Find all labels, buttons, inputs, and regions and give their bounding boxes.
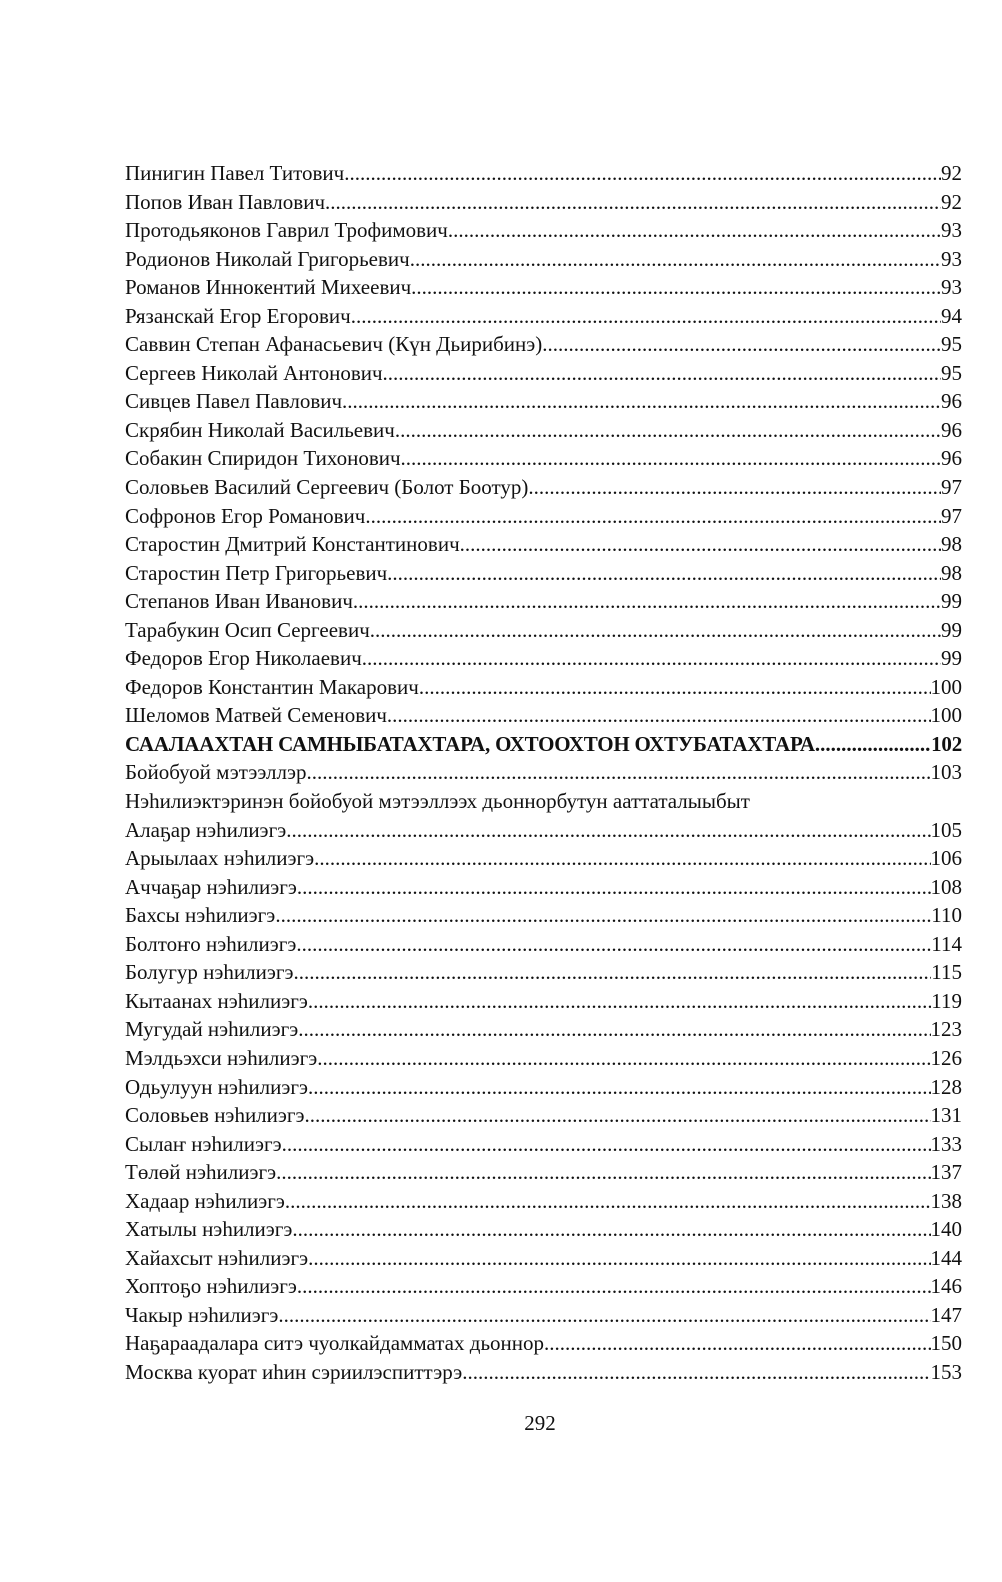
toc-entry <box>125 1073 962 1102</box>
entry-page-number: 96 <box>941 446 962 471</box>
toc-section-heading <box>125 730 962 759</box>
dot-leader <box>387 701 931 730</box>
toc-entry <box>125 216 962 245</box>
entry-page-number: 153 <box>930 1359 962 1384</box>
dot-leader <box>314 844 930 873</box>
entry-page-number: 131 <box>930 1103 962 1128</box>
toc-entry <box>125 1301 962 1330</box>
entry-title: Старостин Дмитрий Константинович <box>125 532 460 557</box>
toc-entry <box>125 701 962 730</box>
entry-title: Алаҕар нэһилиэгэ <box>125 817 287 842</box>
entry-title: Сылаҥ нэһилиэгэ <box>125 1131 282 1156</box>
toc-entry <box>125 1358 962 1387</box>
toc-entry <box>125 188 962 217</box>
entry-title: Одьулуун нэһилиэгэ <box>125 1074 309 1099</box>
entry-title: Болугур нэһилиэгэ <box>125 960 294 985</box>
entry-page-number: 96 <box>941 417 962 442</box>
dot-leader <box>296 930 931 959</box>
toc-entry <box>125 1158 962 1187</box>
dot-leader <box>282 1130 931 1159</box>
toc-entry <box>125 1215 962 1244</box>
entry-title: Хоптоҕо нэһилиэгэ <box>125 1274 297 1299</box>
dot-leader <box>297 873 931 902</box>
entry-title: Рязанскай Егор Егорович <box>125 303 351 328</box>
entry-title: Собакин Спиридон Тихонович <box>125 446 401 471</box>
dot-leader <box>410 245 941 274</box>
entry-title: Наҕараадалара ситэ чуолкайдамматах дьоннор <box>125 1331 544 1356</box>
entry-page-number: 98 <box>941 560 962 585</box>
toc-entry <box>125 559 962 588</box>
entry-title: Романов Иннокентий Михеевич <box>125 275 412 300</box>
entry-title: Соловьев нэһилиэгэ <box>125 1103 305 1128</box>
dot-leader <box>351 302 941 331</box>
entry-title: Бахсы нэһилиэгэ <box>125 903 276 928</box>
dot-leader <box>278 1301 930 1330</box>
entry-page-number: 133 <box>930 1131 962 1156</box>
entry-page-number: 94 <box>941 303 962 328</box>
entry-page-number: 100 <box>930 674 962 699</box>
entry-page-number: 146 <box>930 1274 962 1299</box>
toc-entry <box>125 844 962 873</box>
entry-title: Мугудай нэһилиэгэ <box>125 1017 299 1042</box>
entry-title: Федоров Константин Макарович <box>125 674 419 699</box>
dot-leader <box>542 330 941 359</box>
toc-entry <box>125 901 962 930</box>
entry-page-number: 100 <box>930 703 962 728</box>
toc-entry <box>125 387 962 416</box>
entry-page-number: 150 <box>930 1331 962 1356</box>
entry-page-number: 147 <box>930 1302 962 1327</box>
dot-leader <box>344 159 941 188</box>
dot-leader <box>448 216 941 245</box>
toc-entry <box>125 644 962 673</box>
entry-page-number: 95 <box>941 332 962 357</box>
page-number: 292 <box>524 1411 556 1435</box>
entry-title: Софронов Егор Романович <box>125 503 366 528</box>
dot-leader <box>308 1073 930 1102</box>
entry-title: Хайахсыт нэһилиэгэ <box>125 1245 309 1270</box>
entry-title: Шеломов Матвей Семенович <box>125 703 387 728</box>
dot-leader <box>317 1044 930 1073</box>
dot-leader <box>308 1244 930 1273</box>
toc-entry <box>125 159 962 188</box>
entry-title: Сергеев Николай Антонович <box>125 360 383 385</box>
dot-leader <box>305 1101 931 1130</box>
toc-entry <box>125 787 962 816</box>
entry-title: Москва куорат иһин сэриилэспиттэрэ <box>125 1359 463 1384</box>
toc-entry <box>125 1187 962 1216</box>
dot-leader <box>293 958 931 987</box>
entry-title: Саввин Степан Афанасьевич (Күн Дьирибинэ) <box>125 332 543 357</box>
dot-leader <box>308 987 931 1016</box>
entry-title: Кытаанах нэһилиэгэ <box>125 988 308 1013</box>
dot-leader <box>298 1015 930 1044</box>
dot-leader <box>285 1187 931 1216</box>
entry-page-number: 123 <box>930 1017 962 1042</box>
entry-page-number: 93 <box>941 246 962 271</box>
entry-page-number: 93 <box>941 275 962 300</box>
toc-entry <box>125 987 962 1016</box>
entry-title: Мэлдьэхси нэһилиэгэ <box>125 1045 318 1070</box>
dot-leader <box>325 188 941 217</box>
entry-title: Бойобуой мэтээллэр <box>125 760 307 785</box>
entry-title: Чакыр нэһилиэгэ <box>125 1302 279 1327</box>
dot-leader <box>815 730 931 759</box>
entry-title: Нэһилиэктэринэн бойобуой мэтээллээх дьоннорбутун ааттаталыыбыт <box>125 789 750 814</box>
dot-leader <box>411 273 941 302</box>
toc-entry <box>125 616 962 645</box>
toc-entry <box>125 416 962 445</box>
entry-page-number: 97 <box>941 503 962 528</box>
toc-entry <box>125 1101 962 1130</box>
entry-page-number: 92 <box>941 189 962 214</box>
entry-page-number: 144 <box>930 1245 962 1270</box>
dot-leader <box>387 559 941 588</box>
toc-entry <box>125 502 962 531</box>
entry-title: Родионов Николай Григорьевич <box>125 246 410 271</box>
entry-title: Болтоҥо нэһилиэгэ <box>125 931 297 956</box>
entry-page-number: 103 <box>930 760 962 785</box>
dot-leader <box>544 1329 931 1358</box>
dot-leader <box>342 387 941 416</box>
dot-leader <box>462 1358 930 1387</box>
toc-entry <box>125 473 962 502</box>
entry-page-number: 99 <box>941 617 962 642</box>
entry-title: Төлөй нэһилиэгэ <box>125 1160 277 1185</box>
entry-page-number: 119 <box>931 988 962 1013</box>
toc-entry <box>125 1015 962 1044</box>
toc-entry <box>125 330 962 359</box>
toc-entry <box>125 1244 962 1273</box>
entry-title: Попов Иван Павлович <box>125 189 326 214</box>
toc-entry <box>125 302 962 331</box>
entry-page-number: 137 <box>930 1160 962 1185</box>
dot-leader <box>395 416 941 445</box>
entry-page-number: 102 <box>931 731 962 756</box>
toc-entry <box>125 816 962 845</box>
dot-leader <box>297 1272 931 1301</box>
entry-title: Старостин Петр Григорьевич <box>125 560 388 585</box>
toc-entry <box>125 673 962 702</box>
entry-page-number: 108 <box>930 874 962 899</box>
dot-leader <box>276 1158 930 1187</box>
entry-page-number: 92 <box>941 161 962 185</box>
entry-page-number: 140 <box>930 1217 962 1242</box>
entry-title: Соловьев Василий Сергеевич (Болот Боотур) <box>125 475 529 500</box>
toc-entry <box>125 958 962 987</box>
toc-entry <box>125 245 962 274</box>
entry-page-number: 115 <box>931 960 962 985</box>
dot-leader <box>365 502 941 531</box>
toc-entry <box>125 1044 962 1073</box>
entry-page-number: 97 <box>941 475 962 500</box>
entry-title: Пинигин Павел Титович <box>125 161 345 185</box>
dot-leader <box>383 359 941 388</box>
dot-leader <box>292 1215 930 1244</box>
entry-title: СААЛААХТАН САМНЫБАТАХТАРА, ОХТООХТОН ОХТУБАТАХТАРА <box>125 731 815 756</box>
dot-leader <box>401 444 941 473</box>
toc-entry <box>125 1329 962 1358</box>
dot-leader <box>275 901 931 930</box>
entry-page-number: 110 <box>931 903 962 928</box>
entry-page-number: 96 <box>941 389 962 414</box>
dot-leader <box>528 473 941 502</box>
toc-entry <box>125 587 962 616</box>
toc-entry <box>125 1130 962 1159</box>
toc-entry <box>125 359 962 388</box>
entry-page-number: 93 <box>941 218 962 243</box>
entry-page-number: 126 <box>930 1045 962 1070</box>
entry-page-number: 114 <box>931 931 962 956</box>
entry-title: Тарабукин Осип Сергеевич <box>125 617 370 642</box>
entry-page-number: 99 <box>941 646 962 671</box>
toc-entry <box>125 530 962 559</box>
entry-page-number: 105 <box>930 817 962 842</box>
toc-entry <box>125 273 962 302</box>
dot-leader <box>370 616 941 645</box>
entry-title: Скрябин Николай Васильевич <box>125 417 395 442</box>
table-of-contents <box>125 159 962 1387</box>
toc-entry <box>125 930 962 959</box>
toc-entry <box>125 1272 962 1301</box>
entry-title: Арыылаах нэһилиэгэ <box>125 846 315 871</box>
entry-page-number: 138 <box>930 1188 962 1213</box>
entry-title: Аччаҕар нэһилиэгэ <box>125 874 297 899</box>
entry-page-number: 99 <box>941 589 962 614</box>
entry-page-number: 106 <box>930 846 962 871</box>
entry-title: Протодьяконов Гаврил Трофимович <box>125 218 448 243</box>
entry-title: Хадаар нэһилиэгэ <box>125 1188 285 1213</box>
dot-leader <box>286 816 930 845</box>
entry-title: Хатылы нэһилиэгэ <box>125 1217 293 1242</box>
dot-leader <box>307 758 931 787</box>
entry-page-number: 128 <box>930 1074 962 1099</box>
dot-leader <box>460 530 941 559</box>
entry-page-number: 98 <box>941 532 962 557</box>
entry-title: Сивцев Павел Павлович <box>125 389 343 414</box>
dot-leader <box>362 644 941 673</box>
dot-leader <box>419 673 931 702</box>
entry-title: Федоров Егор Николаевич <box>125 646 362 671</box>
dot-leader <box>353 587 941 616</box>
toc-entry <box>125 873 962 902</box>
toc-entry <box>125 444 962 473</box>
entry-page-number: 95 <box>941 360 962 385</box>
toc-entry <box>125 758 962 787</box>
entry-title: Степанов Иван Иванович <box>125 589 353 614</box>
